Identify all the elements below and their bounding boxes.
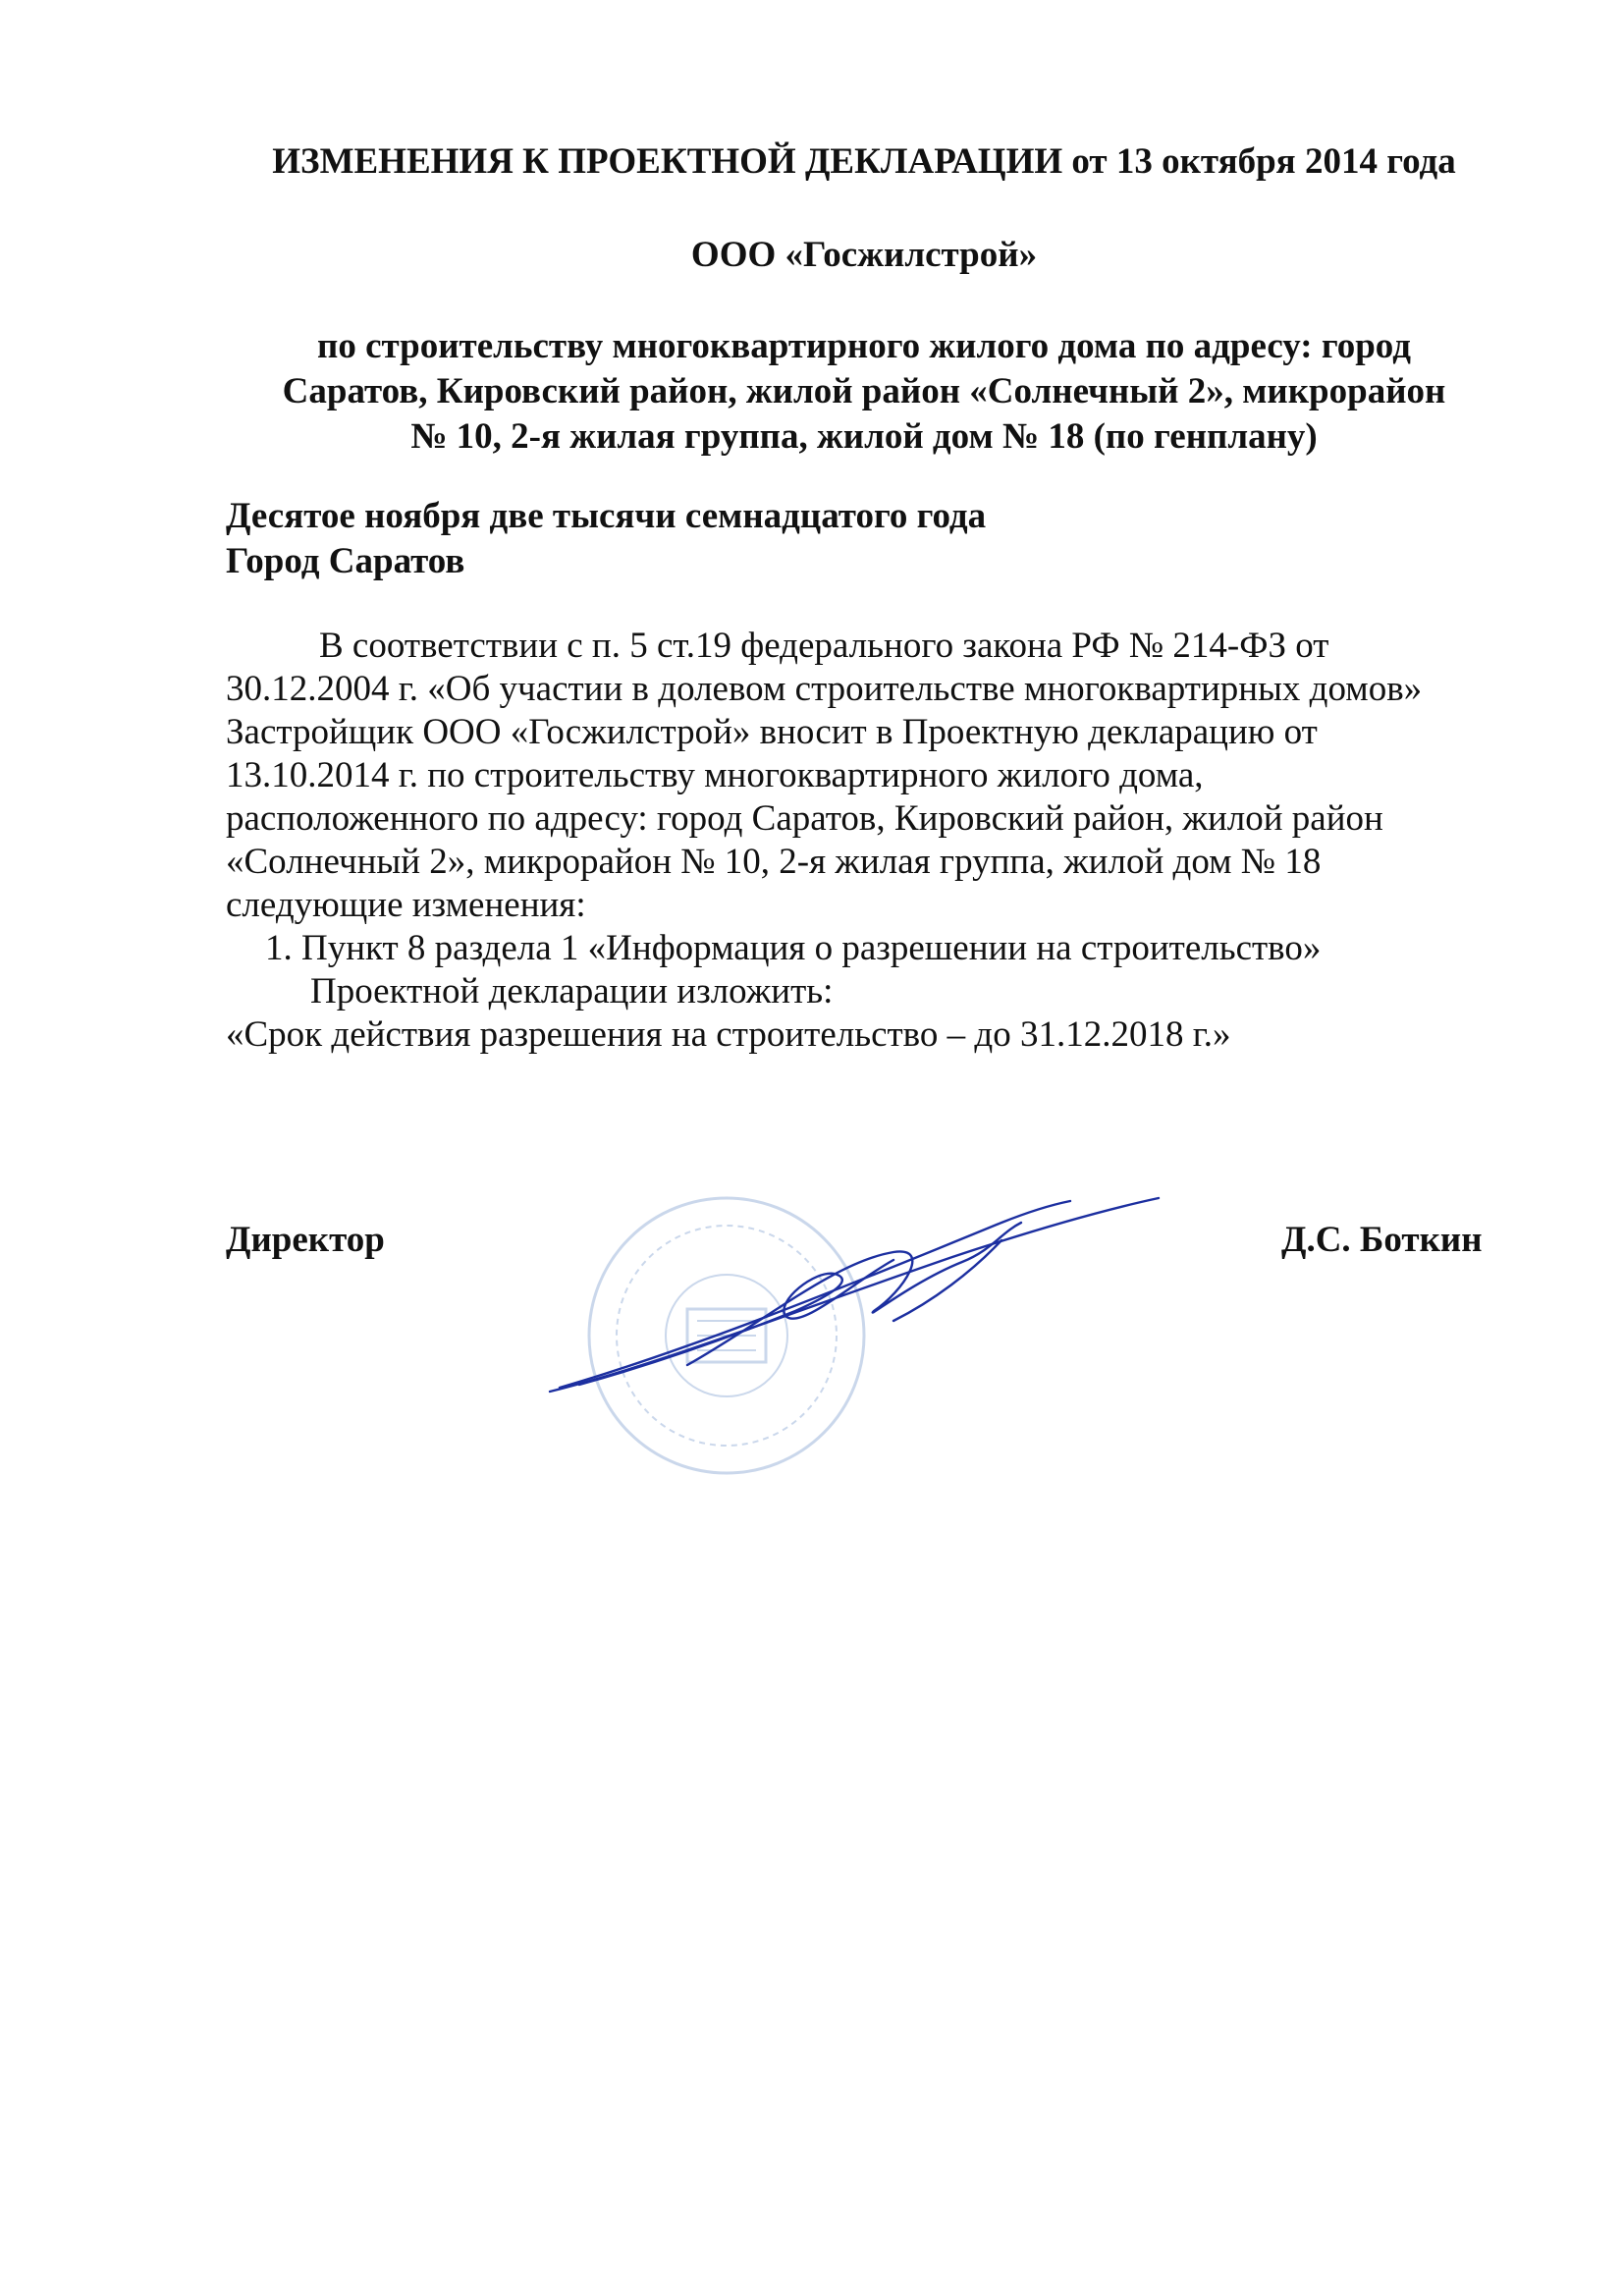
company-name: ООО «Госжилстрой» <box>690 235 1038 275</box>
subject-line: № 10, 2-я жилая группа, жилой дом № 18 (по генплану) <box>410 416 1318 457</box>
document-subject <box>226 324 1502 460</box>
list-item: 1. Пункт 8 раздела 1 «Информация о разрешении на строительство» <box>265 928 1322 968</box>
stamp-and-signature <box>540 1164 1168 1507</box>
list-item-continuation: Проектной декларации изложить: <box>310 971 834 1011</box>
body-line: 13.10.2014 г. по строительству многоквартирного жилого дома, <box>226 755 1204 795</box>
date-text: Десятое ноября две тысячи семнадцатого года <box>226 496 987 536</box>
body-line: В соответствии с п. 5 ст.19 федерального закона РФ № 214-ФЗ от <box>319 626 1329 666</box>
date-city-block <box>226 494 986 584</box>
subject-line: Саратов, Кировский район, жилой район «Солнечный 2», микрорайон <box>282 371 1446 411</box>
signatory-name: Д.С. Боткин <box>1281 1220 1483 1260</box>
body-line: «Солнечный 2», микрорайон № 10, 2-я жилая группа, жилой дом № 18 <box>226 842 1322 882</box>
city-text: Город Саратов <box>226 541 465 581</box>
document-title: ИЗМЕНЕНИЯ К ПРОЕКТНОЙ ДЕКЛАРАЦИИ от 13 октября 2014 года <box>272 141 1456 182</box>
signatory-position: Директор <box>226 1220 385 1260</box>
subject-line: по строительству многоквартирного жилого дома по адресу: город <box>317 326 1411 366</box>
body-line: 30.12.2004 г. «Об участии в долевом строительстве многоквартирных домов» <box>226 669 1423 709</box>
body-line: Застройщик ООО «Госжилстрой» вносит в Проектную декларацию от <box>226 712 1318 752</box>
body-line: следующие изменения: <box>226 885 586 925</box>
quote-line: «Срок действия разрешения на строительство – до 31.12.2018 г.» <box>226 1014 1231 1055</box>
body-line: расположенного по адресу: город Саратов, Кировский район, жилой район <box>226 798 1383 839</box>
body-text <box>226 625 1502 1057</box>
